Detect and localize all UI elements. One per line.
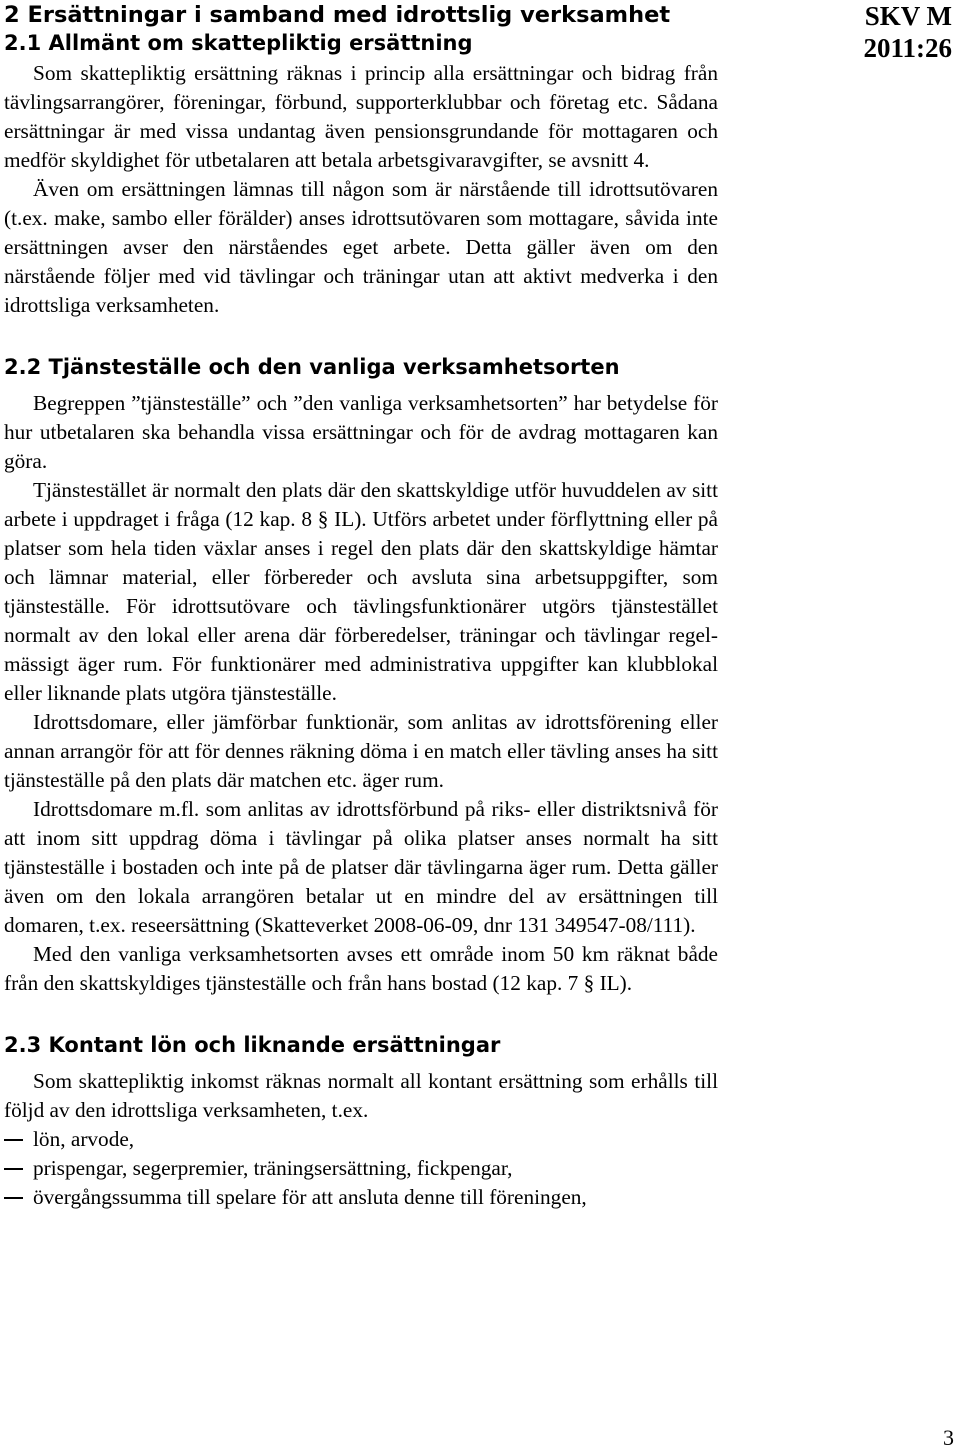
dash-bullet-icon xyxy=(4,1168,23,1170)
list-item-text: lön, arvode, xyxy=(33,1127,135,1151)
dash-bullet-icon xyxy=(4,1197,23,1199)
list-item xyxy=(4,1183,718,1212)
section-heading: 2.3 Kontant lön och liknande ersättningar xyxy=(4,1033,501,1057)
paragraph: Som skattepliktig inkomst räknas normalt all kontant ersättning som erhålls till följd av den idrottsliga verksamheten, t.ex. xyxy=(4,1069,718,1122)
list-item-text: övergångssumma till spelare för att ansluta denne till föreningen, xyxy=(33,1185,587,1209)
main-column xyxy=(4,0,718,1212)
paragraph: Idrottsdomare m.fl. som anlitas av idrottsförbund på riks- eller distriktsnivå för att inom sitt uppdrag döma i tävlingar på olika platser anses normalt ha sitt tjänsteställe i bostaden och inte på de platser där tävlingarna äger rum. Detta gäller även om den lokala arrangören betalar ut en mindre del av ersättningen till domaren, t.ex. reseersättning (Skatteverket 2008-06-09, dnr 131 349547-08/111). xyxy=(4,797,718,937)
dash-bullet-icon xyxy=(4,1139,23,1141)
list-item xyxy=(4,1154,718,1183)
section-heading: 2.1 Allmänt om skattepliktig ersättning xyxy=(4,31,473,55)
paragraph: Tjänstestället är normalt den plats där den skattskyldige utför huvuddelen av sitt arbete i uppdraget i fråga (12 kap. 8 § IL). Utförs arbetet under förflyttning eller på platser som hela tiden växlar anses i regel den plats där den skattskyldige hämtar och lämnar material, eller förbereder och avsluta sina arbetsuppgifter, som tjänsteställe. För idrottsutövare och tävlingsfunktionärer utgörs tjänstestället normalt av den lokal eller arena där förberedelser, träningar och tävlingar regelmässigt äger rum. För funktionärer med administrativa uppgifter kan klubblokal eller liknande plats utgöra tjänsteställe. xyxy=(4,478,718,705)
document-id xyxy=(863,0,952,64)
document-series: SKV M xyxy=(864,1,952,31)
page-number: 3 xyxy=(943,1425,954,1450)
section-heading: 2.2 Tjänsteställe och den vanliga verksamhetsorten xyxy=(4,355,620,379)
list-item-text: prispengar, segerpremier, träningsersättning, fickpengar, xyxy=(33,1156,513,1180)
paragraph: Idrottsdomare, eller jämförbar funktionär, som anlitas av idrottsförening eller annan arrangör för att för dennes räkning döma i en match eller tävling anses ha sitt tjänsteställe på den plats där matchen etc. äger rum. xyxy=(4,710,718,792)
list-item xyxy=(4,1125,718,1154)
paragraph: Med den vanliga verksamhetsorten avses ett område inom 50 km räknat både från den skattskyldiges tjänsteställe och från hans bostad (12 kap. 7 § IL). xyxy=(4,942,718,995)
section-2-3 xyxy=(4,1031,718,1212)
chapter-heading: 2 Ersättningar i samband med idrottslig verksamhet xyxy=(4,2,671,28)
section-2-1 xyxy=(4,29,718,320)
paragraph: Även om ersättningen lämnas till någon som är närstående till idrottsutövaren (t.ex. make, sambo eller förälder) anses idrottsutövaren som mottagare, såvida inte ersättningen avser den närståendes eget arbete. Detta gäller även om den närstående följer med vid tävlingar och träningar utan att aktivt medverka i den idrottsliga verksamheten. xyxy=(4,177,718,317)
paragraph: Begreppen ”tjänsteställe” och ”den vanliga verksamhetsorten” har betydelse för hur utbetalaren ska behandla vissa ersättningar och för de avdrag mottagaren kan göra. xyxy=(4,391,718,473)
paragraph: Som skattepliktig ersättning räknas i princip alla ersättningar och bidrag från tävlingsarrangörer, föreningar, förbund, supporterklubbar och företag etc. Sådana ersättningar är med vissa undantag även pensionsgrundande för mottagaren och medför skyldighet för utbetalaren att betala arbetsgivaravgifter, se avsnitt 4. xyxy=(4,61,718,172)
section-2-2 xyxy=(4,353,718,998)
dash-list xyxy=(4,1125,718,1212)
document-number: 2011:26 xyxy=(863,33,952,63)
